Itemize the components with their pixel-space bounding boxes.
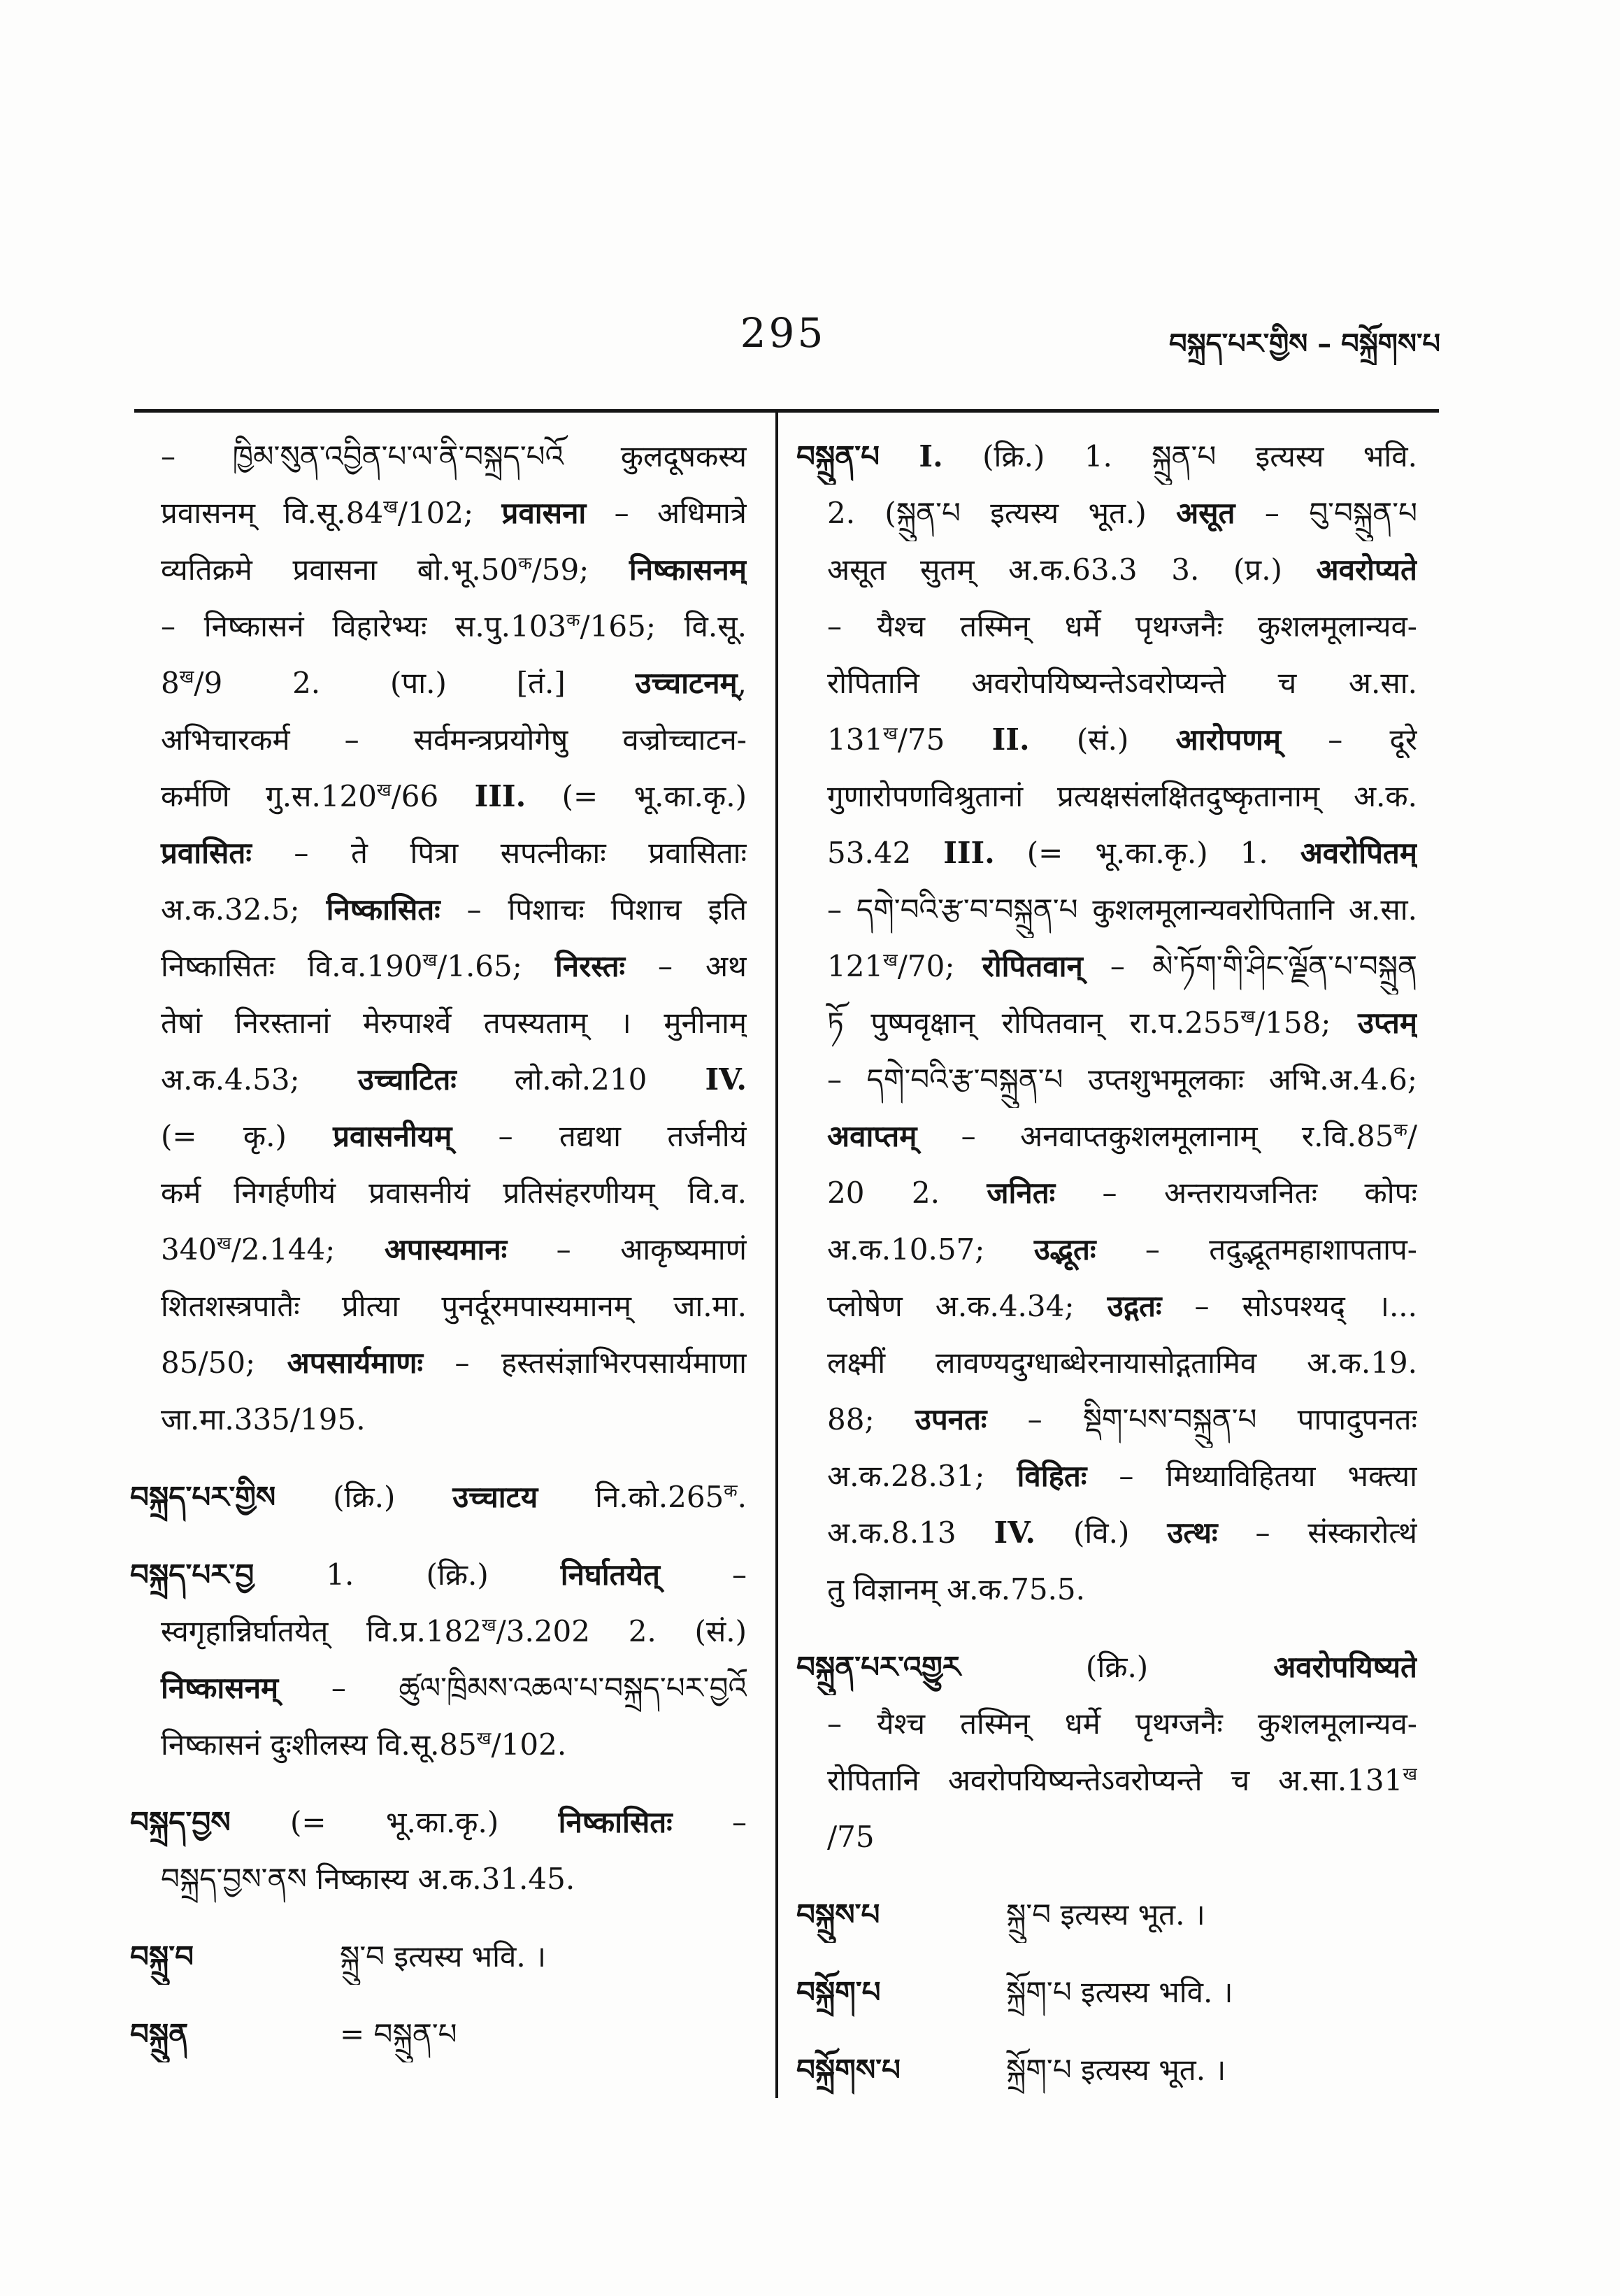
bold-term: जनितः — [987, 1176, 1056, 1210]
folio-side-superscript: ख — [476, 1727, 492, 1748]
line-text: 88; — [827, 1402, 915, 1436]
folio-side-superscript: ख — [1403, 1763, 1417, 1784]
bold-term: II. — [991, 722, 1030, 757]
line-text: रोपितानि अवरोपयिष्यन्तेऽवरोप्यन्ते च अ.सा.131 — [827, 1763, 1403, 1797]
bold-term: निरस्तः — [554, 949, 626, 983]
line-text: प्रवासनम् वि.सू.84 — [161, 496, 384, 530]
folio-side-superscript: ख — [217, 1232, 231, 1253]
line-text: སྐྲོག་པ इत्यस्य भवि. । — [1006, 1975, 1233, 2009]
entry-line — [796, 711, 1417, 768]
line-text: 8 — [161, 666, 180, 700]
line-text: /59; — [531, 552, 629, 587]
line-text: སྐྲུ་བ इत्यस्य भूत. । — [1006, 1897, 1205, 1932]
folio-side-superscript: ख — [481, 1614, 496, 1635]
entry-line — [130, 598, 747, 655]
line-text — [880, 439, 919, 473]
line-text: /158; — [1254, 1006, 1358, 1040]
line-text: (= भू.का.कृ.) — [526, 779, 747, 813]
running-head: བསྐྲད་པར་གྱིས – བསྐྲོགས་པ — [1168, 327, 1440, 360]
line-text: – सोऽपश्यद् ।... — [1161, 1289, 1417, 1323]
bold-term: उद्भूतः — [1033, 1232, 1096, 1267]
line-text: བསྐྲད་བྱས་ནས निष्कास्य अ.क.31.45. — [161, 1862, 575, 1896]
entry-line — [796, 1752, 1417, 1809]
folio-side-superscript: क — [724, 1480, 738, 1501]
line-text: /75 — [827, 1820, 875, 1854]
line-text: तेषां निरस्तानां मेरुपार्श्वे तपस्यताम् । मुनीनाम् — [161, 1006, 747, 1040]
line-text: 2. (སྐྲུན་པ इत्यस्य भूत.) — [827, 496, 1177, 530]
line-text: /9 2. (पा.) [तं.] — [194, 666, 636, 700]
line-text: 53.42 — [827, 836, 944, 870]
line-text: 85/50; — [161, 1346, 287, 1380]
line-text: 340 — [161, 1232, 217, 1267]
line-text: (= भू.का.कृ.) — [230, 1805, 559, 1839]
line-text: नि.को.265 — [538, 1480, 724, 1514]
headword: བསྐྲུན — [130, 2017, 189, 2051]
line-text: 20 2. — [827, 1176, 987, 1210]
bold-term: IV. — [705, 1062, 747, 1097]
bold-term: प्रवासना — [501, 496, 587, 530]
entry-first-line — [796, 1964, 1417, 2020]
line-text: निष्कासनं दुःशीलस्य वि.सू.85 — [161, 1727, 477, 1762]
bold-term: उत्थः — [1167, 1516, 1218, 1550]
line-text: गुणारोपणविश्रुतानां प्रत्यक्षसंलक्षितदुष्कृतानाम् अ.क. — [827, 779, 1417, 813]
folio-side-superscript: क — [1393, 1119, 1407, 1140]
entry-first-line — [130, 1794, 747, 1851]
left-column — [130, 428, 747, 2062]
line-text: /3.202 2. (सं.) — [496, 1614, 747, 1648]
entry-line — [130, 428, 747, 485]
line-text: कर्मणि गु.स.120 — [161, 779, 377, 813]
bold-term: उच्चाटनम् — [635, 666, 738, 700]
entry-line — [130, 768, 747, 825]
line-text: अ.क.28.31; — [827, 1459, 1017, 1493]
entry-line — [130, 938, 747, 994]
line-text: = བསྐྲུན་པ — [340, 2017, 457, 2051]
line-text: अ.क.32.5; — [161, 892, 327, 927]
line-text: – यैश्च तस्मिन् धर्मे पृथग्जनैः कुशलमूलान्यव- — [827, 1706, 1417, 1741]
line-text: ཁྱིམ་སུན་འབྱིན་པ་ལ་ནི་བསྐྲད་པའོ — [232, 439, 564, 473]
entry-line — [796, 938, 1417, 994]
headword: བསྐྲུ་བ — [130, 1939, 194, 1974]
line-text: 131 — [827, 722, 884, 757]
line-text: लो.को.210 — [456, 1062, 705, 1097]
column-divider — [775, 409, 778, 2098]
headword: བསྐྲད་པར་བྱ — [130, 1557, 255, 1592]
bold-term: निष्कासितः — [558, 1805, 673, 1839]
line-text: སྐྲོག་པ इत्यस्य भूत. । — [1006, 2053, 1226, 2087]
line-text: निष्कासितः वि.व.190 — [161, 949, 423, 983]
entry-line — [130, 1278, 747, 1334]
entry-line — [130, 1108, 747, 1164]
entry-line — [130, 1051, 747, 1108]
entry-line — [796, 1809, 1417, 1865]
entry-line — [130, 1603, 747, 1660]
bold-term: अवरोपितम् — [1300, 836, 1417, 870]
bold-term: उद्गतः — [1107, 1289, 1162, 1323]
folio-side-superscript: ख — [376, 779, 392, 800]
line-text: – पिशाचः पिशाच इति — [440, 892, 747, 927]
entry-line — [796, 1278, 1417, 1334]
entry-line — [796, 1051, 1417, 1108]
bold-term: उच्चाटितः — [357, 1062, 457, 1097]
bold-term: आरोपणम् — [1175, 722, 1281, 757]
headword: བསྐྲུན་པར་འགྱུར — [796, 1650, 961, 1684]
entry-line — [130, 1391, 747, 1448]
bold-term: अवरोप्यते — [1316, 552, 1417, 587]
line-text: /102; — [397, 496, 502, 530]
entry-line — [130, 1164, 747, 1221]
right-column — [796, 428, 1417, 2098]
line-text: – यैश्च तस्मिन् धर्मे पृथग्जनैः कुशलमूलान्यव- — [827, 609, 1417, 643]
entry-first-line — [796, 1886, 1417, 1943]
entry-first-line — [796, 2041, 1417, 2098]
entry-first-line — [130, 1546, 747, 1603]
entry-line — [130, 881, 747, 938]
line-text: तु विज्ञानम् अ.क.75.5. — [827, 1572, 1086, 1606]
line-text: – तदुद्भूतमहाशापताप- — [1096, 1232, 1417, 1267]
folio-side-superscript: ख — [883, 949, 898, 970]
line-text: कर्म निगर्हणीयं प्रवासनीयं प्रतिसंहरणीयम् वि.व. — [161, 1176, 747, 1210]
line-text: (क्रि.) — [275, 1480, 453, 1514]
entry-line — [130, 655, 747, 711]
entry-first-line — [130, 2006, 747, 2062]
line-text: 1. (क्रि.) — [254, 1557, 561, 1592]
bold-term: III. — [474, 779, 526, 813]
line-text: – संस्कारोत्थं — [1217, 1516, 1417, 1550]
folio-side-superscript: क — [518, 552, 532, 573]
headword: བསྐྲུས་པ — [796, 1897, 880, 1932]
bold-term: असूत — [1176, 496, 1235, 530]
folio-side-superscript: ख — [883, 722, 898, 743]
line-text: – བུ་བསྐྲུན་པ — [1235, 496, 1417, 530]
bold-term: उप्तम् — [1357, 1006, 1417, 1040]
headword: བསྐྲད་པར་གྱིས — [130, 1480, 276, 1514]
bold-term: निष्कासनम् — [161, 1671, 279, 1705]
line-text: – ཚུལ་ཁྲིམས་འཆལ་པ་བསྐྲད་པར་བྱའོ — [278, 1671, 747, 1705]
entry-line — [796, 825, 1417, 881]
entry-line — [796, 1695, 1417, 1752]
line-text: – ते पित्रा सपत्नीकाः प्रवासिताः — [251, 836, 747, 870]
line-text: – अनवाप्तकुशलमूलानाम् र.वि.85 — [917, 1119, 1394, 1153]
line-text: (वि.) — [1035, 1516, 1168, 1550]
line-text: – མེ་ཏོག་གི་ཤིང་ལྗོན་པ་བསྐྲུན — [1082, 949, 1417, 983]
entry-line — [130, 485, 747, 541]
headword: བསྐྲད་བྱས — [130, 1805, 231, 1839]
entry-line — [796, 598, 1417, 655]
folio-side-superscript: ख — [383, 496, 398, 517]
entry-line — [130, 1851, 747, 1907]
line-text: जा.मा.335/195. — [161, 1402, 366, 1436]
line-text: – — [672, 1805, 747, 1839]
line-text: . — [737, 1480, 747, 1514]
line-text: /70; — [897, 949, 982, 983]
bold-term: उपनतः — [915, 1402, 987, 1436]
headword: བསྐྲོགས་པ — [796, 2053, 901, 2087]
entry-line — [130, 541, 747, 598]
line-text: /2.144; — [231, 1232, 385, 1267]
entry-line — [796, 1164, 1417, 1221]
entry-line — [796, 1108, 1417, 1164]
line-text: – दूरे — [1280, 722, 1417, 757]
entry-line — [796, 541, 1417, 598]
entry-line — [796, 1504, 1417, 1561]
entry-line — [130, 1221, 747, 1278]
line-text: – आकृष्यमाणं — [507, 1232, 747, 1267]
bold-term: अपास्यमानः — [384, 1232, 508, 1267]
entry-first-line — [130, 1928, 747, 1985]
line-text: ཏོ पुष्पवृक्षान् रोपितवान् रा.प.255 — [827, 1006, 1241, 1040]
headword: བསྐྲུན་པ — [796, 439, 880, 473]
entry-first-line — [796, 1639, 1417, 1695]
line-text: अभिचारकर्म – सर्वमन्त्रप्रयोगेषु वज्रोच्चाटन- — [161, 722, 747, 757]
line-text: (सं.) — [1029, 722, 1176, 757]
line-text: /66 — [391, 779, 475, 813]
line-text: अ.क.4.53; — [161, 1062, 358, 1097]
top-rule — [134, 409, 1439, 413]
line-text: – དགེ་བའི་རྩ་བསྐྲུན་པ उप्तशुभमूलकाः अभि.अ.4.6; — [827, 1062, 1417, 1097]
line-text: /75 — [897, 722, 992, 757]
line-text: लक्ष्मीं लावण्यदुग्धाब्धेरनायासोद्गतामिव अ.क.19. — [827, 1346, 1417, 1380]
bold-term: निष्कासनम् — [629, 552, 747, 587]
entry-line — [796, 1221, 1417, 1278]
line-text: शितशस्त्रपातैः प्रीत्या पुनर्दूरमपास्यमानम् जा.मा. — [161, 1289, 747, 1323]
line-text: སྐྲུ་བ इत्यस्य भवि. । — [340, 1939, 547, 1974]
line-text: – — [161, 439, 233, 473]
entry-line — [130, 711, 747, 768]
line-text: /102. — [491, 1727, 567, 1762]
line-text: कुलदूषकस्य — [564, 439, 747, 473]
entry-first-line — [130, 1469, 747, 1525]
entry-line — [796, 881, 1417, 938]
bold-term: प्रवासनीयम् — [333, 1119, 452, 1153]
line-text: व्यतिक्रमे प्रवासना बो.भू.50 — [161, 552, 519, 587]
bold-term: III. — [943, 836, 995, 870]
entry-line — [796, 768, 1417, 825]
entry-line — [130, 1660, 747, 1716]
line-text: – अथ — [625, 949, 747, 983]
line-text: – मिथ्याविहितया भक्त्या — [1087, 1459, 1417, 1493]
line-text: (क्रि.) — [960, 1650, 1274, 1684]
bold-term: IV. — [994, 1516, 1036, 1550]
line-text: प्लोषेण अ.क.4.34; — [827, 1289, 1108, 1323]
line-text: – — [659, 1557, 747, 1592]
line-text: स्वगृहान्निर्घातयेत् वि.प्र.182 — [161, 1614, 482, 1648]
line-text: – སྡིག་པས་བསྐྲུན་པ पापादुपनतः — [987, 1402, 1417, 1436]
line-text: /1.65; — [437, 949, 555, 983]
line-text: – अन्तरायजनितः कोपः — [1055, 1176, 1417, 1210]
entry-line — [796, 994, 1417, 1051]
entry-line — [796, 1448, 1417, 1504]
folio-side-superscript: ख — [1240, 1006, 1255, 1027]
entry-line — [796, 1391, 1417, 1448]
entry-first-line — [796, 428, 1417, 485]
line-text: / — [1407, 1119, 1417, 1153]
bold-term: अवरोपयिष्यते — [1273, 1650, 1417, 1684]
entry-line — [796, 1561, 1417, 1618]
entry-line — [130, 825, 747, 881]
entry-line — [130, 1716, 747, 1773]
line-text: रोपितानि अवरोपयिष्यन्तेऽवरोप्यन्ते च अ.सा. — [827, 666, 1417, 700]
bold-term: प्रवासितः — [161, 836, 252, 870]
folio-side-superscript: ख — [179, 666, 194, 687]
entry-line — [130, 1334, 747, 1391]
entry-line — [796, 1334, 1417, 1391]
line-text: , — [737, 666, 747, 700]
bold-term: उच्चाटय — [452, 1480, 538, 1514]
line-text: असूत सुतम् अ.क.63.3 3. (प्र.) — [827, 552, 1317, 587]
line-text: – तद्यथा तर्जनीयं — [452, 1119, 747, 1153]
bold-term: I. — [919, 439, 943, 473]
page-number: 295 — [740, 309, 826, 357]
line-text: /165; वि.सू. — [580, 609, 747, 643]
line-text: (= भू.का.कृ.) 1. — [994, 836, 1300, 870]
line-text: (= कृ.) — [161, 1119, 334, 1153]
folio-side-superscript: ख — [422, 949, 438, 970]
entry-line — [130, 994, 747, 1051]
line-text: अ.क.10.57; — [827, 1232, 1034, 1267]
line-text: (क्रि.) 1. སྐྲུན་པ इत्यस्य भवि. — [942, 439, 1417, 473]
line-text: – हस्तसंज्ञाभिरपसार्यमाणा — [423, 1346, 747, 1380]
folio-side-superscript: क — [566, 609, 580, 630]
entry-line — [796, 655, 1417, 711]
line-text: – अधिमात्रे — [586, 496, 747, 530]
bold-term: निष्कासितः — [326, 892, 440, 927]
headword: བསྐྲོག་པ — [796, 1975, 881, 2009]
bold-term: रोपितवान् — [982, 949, 1083, 983]
line-text: 121 — [827, 949, 884, 983]
line-text: अ.क.8.13 — [827, 1516, 994, 1550]
entry-line — [796, 485, 1417, 541]
line-text: – དགེ་བའི་རྩ་བ་བསྐྲུན་པ कुशलमूलान्यवरोपितानि अ.सा. — [827, 892, 1417, 927]
bold-term: अवाप्तम् — [827, 1119, 917, 1153]
bold-term: अपसार्यमाणः — [287, 1346, 424, 1380]
line-text: – निष्कासनं विहारेभ्यः स.पु.103 — [161, 609, 567, 643]
bold-term: विहितः — [1017, 1459, 1087, 1493]
bold-term: निर्घातयेत् — [560, 1557, 660, 1592]
